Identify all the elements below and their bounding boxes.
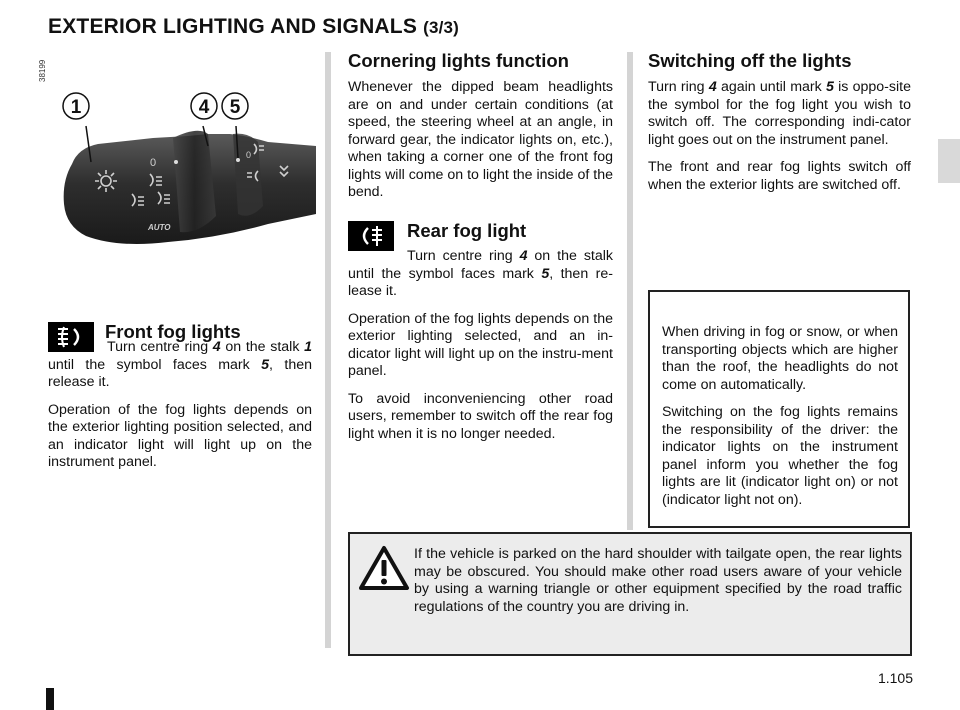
figure-id: 38199 [38, 59, 47, 82]
front-fog-text-2: Operation of the fog lights depends on the exterior lighting position selected, and an indicator light will light up on the instrument panel. [48, 401, 312, 470]
rear-fog-text-3: To avoid inconveniencing other road users, remember to switch off the rear fog light when it is no longer needed. [348, 390, 613, 442]
ring-ref: 4 [519, 248, 528, 264]
ring-ref: 4 [708, 79, 717, 95]
warning-box [348, 532, 912, 656]
page-title [48, 15, 459, 39]
switch-off-text-2: The front and rear fog lights switch off when the exterior lights are switched off. [648, 159, 911, 193]
front-fog-text-1b: on the stalk [220, 339, 305, 355]
stalk-label-zero: 0 [246, 150, 252, 160]
stalk-dot [174, 160, 178, 164]
front-fog-text-1d: , then release it. [48, 356, 312, 390]
front-fog-text [48, 339, 312, 482]
switch-off-heading: Switching off the lights [648, 50, 852, 71]
note-box [648, 290, 910, 528]
page-title-part: (3/3) [423, 18, 460, 37]
rear-fog-text-1c: , then re-lease it. [348, 265, 613, 299]
rear-fog-heading: Rear fog light [407, 220, 527, 241]
section-tab [938, 139, 960, 183]
warning-text: If the vehicle is parked on the hard shoulder with tailgate open, the rear lights may be obscured. You should make other road users aware of your vehicle by using a warning triangle or other equipment specified by the road traffic regulations of the country you are driving in. [414, 546, 902, 615]
warning-triangle-icon [358, 544, 410, 592]
svg-text:5: 5 [229, 97, 241, 118]
rear-fog-text-1a: Turn centre ring [407, 248, 520, 264]
page-number: 1.105 [877, 670, 913, 686]
ring-ref: 4 [212, 339, 221, 355]
front-fog-text-1c: until the symbol faces mark [48, 356, 262, 373]
stalk-ref: 1 [304, 339, 312, 355]
front-fog-text-1a: Turn centre ring [107, 339, 213, 355]
switch-off-text-1a: Turn ring [648, 79, 709, 95]
note-text-2: Switching on the fog lights remains the responsibility of the driver: the indicator lights on the instrument panel inform you whether the fog lights are lit (indicator light on) or not (indicator light not on). [662, 404, 898, 508]
lighting-stalk-figure [58, 86, 316, 254]
rear-fog-light-icon [348, 221, 394, 251]
cornering-text [348, 79, 613, 212]
front-fog-heading: Front fog lights [105, 321, 241, 342]
callout-5 [222, 93, 248, 119]
rear-fog-text-2: Operation of the fog lights depends on the exterior lighting selected, and an in-dicator light will light up on the instru-ment panel. [348, 310, 613, 379]
page-title-text: EXTERIOR LIGHTING AND SIGNALS [48, 15, 418, 38]
mark-ref: 5 [825, 79, 834, 95]
callout-1 [63, 93, 89, 119]
switch-off-text-1c: is oppo-site the symbol for the fog light you wish to switch off. The corresponding indi-cator light goes out on the instrument panel. [648, 79, 911, 148]
switch-off-text [648, 79, 911, 204]
stalk-label-auto: AUTO [148, 223, 171, 232]
svg-text:1: 1 [70, 97, 82, 118]
stalk-label-zero: 0 [150, 157, 157, 169]
rear-fog-text-1b: on the stalk until the symbol faces mark [348, 248, 613, 282]
mark-ref: 5 [541, 265, 550, 282]
svg-text:4: 4 [198, 97, 210, 118]
column-divider [627, 52, 633, 530]
note-text-1: When driving in fog or snow, or when transporting objects which are higher than the roof, the headlights do not come on automatically. [662, 324, 898, 393]
cornering-heading: Cornering lights function [348, 50, 569, 71]
column-divider [325, 52, 331, 648]
cornering-text-1: Whenever the dipped beam headlights are on and under certain conditions (at speed, the steering wheel at an angle, in forward gear, the indicator lights on, etc.), when taking a corner one of the front fog lights will come on to light the inside of the bend. [348, 79, 613, 200]
switch-off-text-1b: again until mark [716, 79, 826, 95]
corner-mark [46, 688, 54, 710]
mark-ref: 5 [261, 356, 270, 373]
rear-fog-text [348, 248, 613, 453]
mark-5-dot [236, 158, 240, 162]
callout-4 [191, 93, 217, 119]
